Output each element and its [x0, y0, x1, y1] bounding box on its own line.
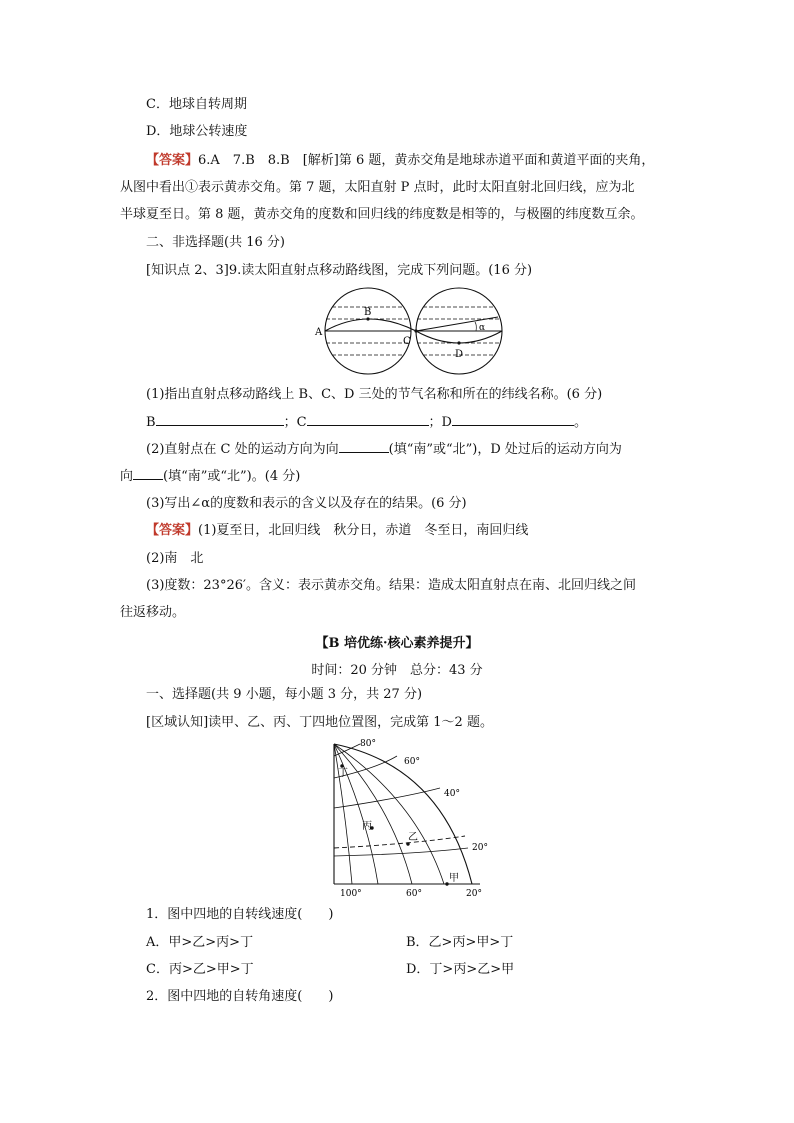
- q2-stem: 2．图中四地的自转角速度( ): [146, 989, 334, 1004]
- answer-text-1: 6.A 7.B 8.B [解析]第 6 题，黄赤交角是地球赤道平面和黄道平面的夹角，: [198, 153, 655, 168]
- label-d: D: [455, 349, 464, 360]
- q1-stem: 1．图中四地的自转线速度( ): [146, 907, 334, 922]
- right-path-curve: [416, 331, 502, 343]
- alpha-arc: [475, 322, 476, 331]
- section-b-time: 时间：20 分钟 总分：43 分: [311, 663, 483, 678]
- blank-d[interactable]: [452, 413, 574, 426]
- blank-b[interactable]: [156, 413, 284, 426]
- label-bing: 丙: [362, 821, 372, 832]
- sun-path-diagram: [312, 287, 512, 375]
- region-intro: [区域认知]读甲、乙、丙、丁四地位置图，完成第 1～2 题。: [146, 715, 493, 730]
- label-lon20: 20°: [466, 889, 482, 899]
- q9-p2c: 向: [120, 469, 134, 484]
- blank-c-direction[interactable]: [339, 440, 389, 453]
- label-lon60: 60°: [406, 889, 422, 899]
- q9-p2a: (2)直射点在 C 处的运动方向为向: [146, 442, 339, 457]
- answer-line-3: 半球夏至日。第 8 题，黄赤交角的度数和回归线的纬度数是相等的，与极圈的纬度数互余。: [120, 207, 644, 222]
- q1-option-a: A．甲>乙>丙>丁: [146, 935, 254, 950]
- fill-c-label: ；C: [283, 415, 307, 430]
- answer2-tag: 【答案】: [146, 523, 199, 538]
- fill-b-label: B: [146, 415, 156, 430]
- answer-line-1: [146, 152, 654, 170]
- label-b: B: [364, 307, 372, 318]
- label-lat60: 60°: [404, 757, 420, 767]
- label-ding: 丁: [338, 768, 348, 779]
- q9-fill-line: [146, 413, 587, 432]
- answer2-line4: 往返移动。: [120, 605, 186, 620]
- label-lat80: 80°: [360, 739, 376, 749]
- left-path-curve: [325, 319, 416, 331]
- point-c-dot: [414, 329, 417, 332]
- answer2-line3: (3)度数：23°26′。含义：表示黄赤交角。结果：造成太阳直射点在南、北回归线之间: [146, 578, 636, 593]
- label-a: A: [315, 327, 323, 338]
- q9-p2b: (填“南”或“北”)，D 处过后的运动方向为: [388, 442, 622, 457]
- outer-arc: [334, 744, 472, 884]
- q9-part2-line1: [146, 440, 622, 459]
- label-c: C: [403, 336, 411, 347]
- q9-intro: [知识点 2、3]9.读太阳直射点移动路线图，完成下列问题。(16 分): [146, 263, 533, 278]
- point-d-dot: [457, 341, 460, 344]
- q9-part3: (3)写出∠α的度数和表示的含义以及存在的结果。(6 分): [146, 496, 467, 511]
- answer2-line2: (2)南 北: [146, 551, 204, 566]
- blank-d-direction[interactable]: [133, 467, 163, 480]
- q1-option-b: B．乙>丙>甲>丁: [406, 935, 514, 950]
- answer-tag: 【答案】: [146, 153, 199, 168]
- label-lon100: 100°: [340, 889, 362, 899]
- label-lat40: 40°: [444, 789, 460, 799]
- answer-line-2: 从图中看出①表示黄赤交角。第 7 题，太阳直射 P 点时，此时太阳直射北回归线，应为北: [120, 180, 635, 195]
- label-yi: 乙: [408, 832, 418, 843]
- q1-option-c: C．丙>乙>甲>丁: [146, 962, 254, 977]
- q1-option-d: D．丁>丙>乙>甲: [406, 962, 515, 977]
- fill-end: 。: [573, 415, 587, 430]
- lon-40-line: [334, 744, 444, 884]
- q9-part2-line2: [120, 467, 300, 486]
- choice-section-title: 一、选择题(共 9 小题，每小题 3 分，共 27 分): [146, 687, 423, 702]
- label-alpha: α: [479, 323, 486, 333]
- section-2-title: 二、非选择题(共 16 分): [146, 235, 285, 250]
- answer2-a1: (1)夏至日，北回归线 秋分日，赤道 冬至日，南回归线: [198, 523, 529, 538]
- q9-p2d: (填“南”或“北”)。(4 分): [163, 469, 301, 484]
- lon-60-line: [334, 744, 412, 884]
- option-c: C．地球自转周期: [146, 97, 247, 112]
- option-d: D．地球公转速度: [146, 124, 248, 139]
- lon-80-line: [334, 744, 378, 884]
- label-lat20: 20°: [472, 843, 488, 853]
- blank-c[interactable]: [307, 413, 429, 426]
- label-jia: 甲: [449, 873, 459, 884]
- answer2-line1: [146, 522, 528, 540]
- fill-d-label: ；D: [428, 415, 452, 430]
- section-b-title: 【B 培优练·核心素养提升】: [315, 636, 479, 651]
- location-map: [322, 736, 492, 900]
- q9-part1: (1)指出直射点移动路线上 B、C、D 三处的节气名称和所在的纬线名称。(6 分): [146, 387, 603, 402]
